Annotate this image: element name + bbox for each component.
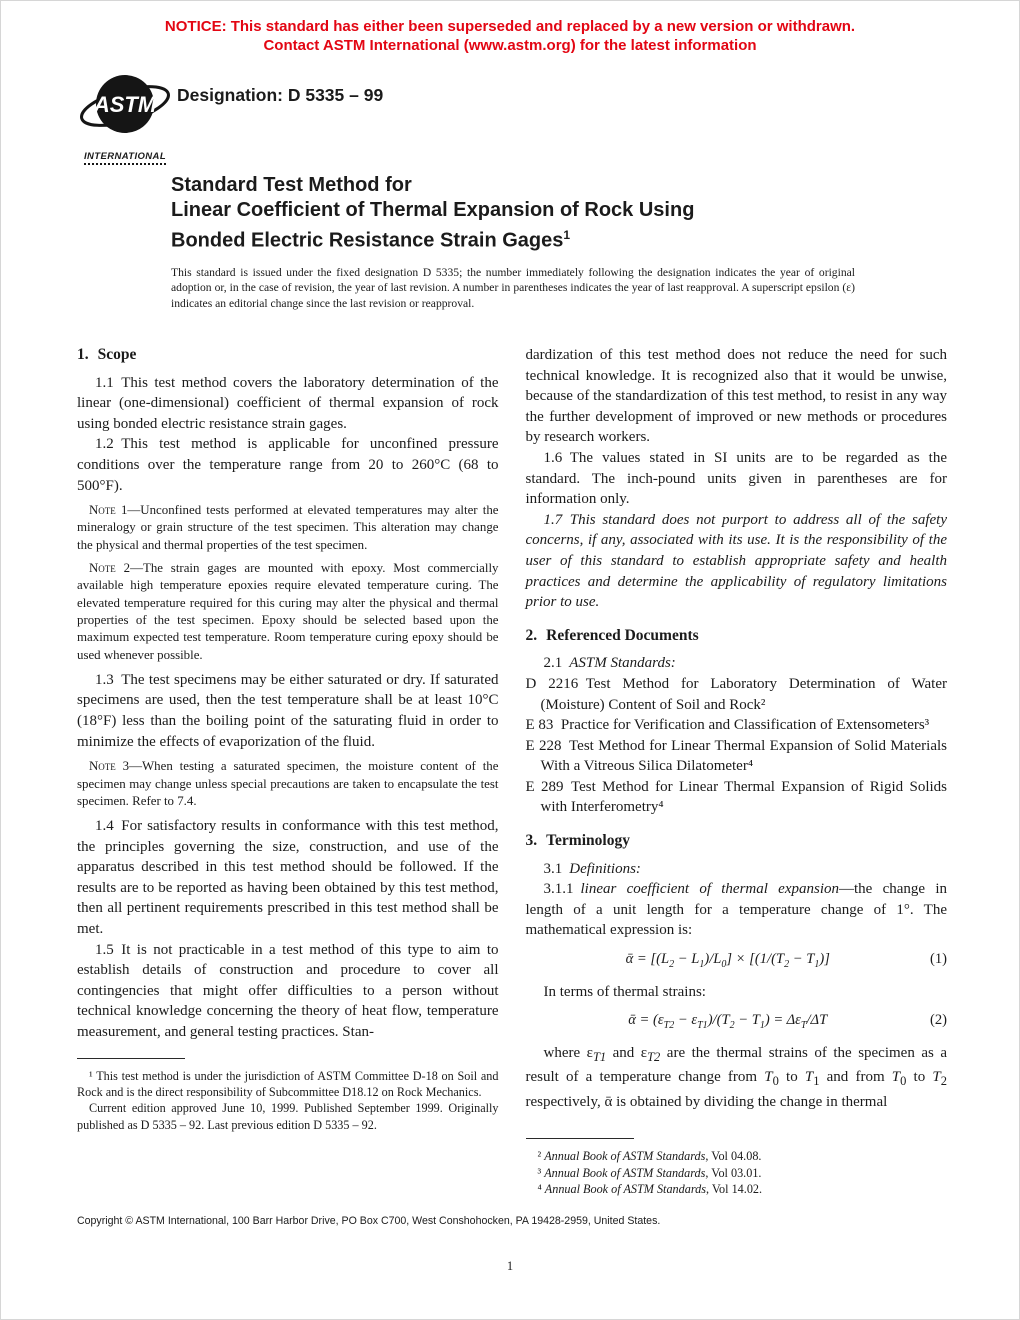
section-heading-scope: [77, 345, 499, 366]
copyright-line: Copyright © ASTM International, 100 Barr Harbor Drive, PO Box C700, West Conshohocken, PA 19428-2959, United States.: [77, 1215, 661, 1227]
footnote-block-2: [526, 1138, 948, 1197]
footnote-1-line-1: ¹ This test method is under the jurisdiction of ASTM Committee D-18 on Soil and Rock and is the direct responsibility of Subcommittee D18.12 on Rock Mechanics.: [77, 1068, 499, 1100]
title-line-1: Linear Coefficient of Thermal Expansion of Rock Using: [171, 199, 695, 221]
note-1: [77, 502, 499, 554]
title-block: [171, 173, 871, 254]
title-line-2: [171, 223, 871, 254]
paragraph-1-2: 1.2 This test method is applicable for unconfined pressure conditions over the temperature range from 20 to 260°C (68 to 500°F).: [77, 436, 499, 494]
paragraph-number: 3.1: [543, 860, 563, 877]
note-text: —When testing a saturated specimen, the moisture content of the specimen may change unless special precautions are taken to encapsulate the test specimen. Refer to 7.4.: [77, 759, 499, 808]
astm-logo: [75, 69, 175, 165]
footnote-1-line-2: Current edition approved June 10, 1999. Published September 1999. Originally published as D 5335 – 92. Last previous edition D 5335 – 92.: [77, 1101, 499, 1132]
note-text: —Unconfined tests performed at elevated temperatures may alter the mineralogy or grain structure of the test specimen. This alteration may change the physical and thermal properties of the test specimen.: [77, 503, 499, 552]
note-label: Note 3: [89, 759, 130, 774]
logo-international-label: INTERNATIONAL: [84, 151, 166, 165]
footnote-3: ³ Annual Book of ASTM Standards, Vol 03.01.: [537, 1165, 762, 1180]
equation-1: [526, 949, 948, 976]
equation-1-expression: ᾱ = $[(L_2 - L_1)/L_0] \times [(1/(T_2 - T_1)]$: [625, 951, 830, 970]
footnote-separator: [77, 1058, 185, 1059]
astm-globe-icon: [77, 69, 173, 141]
equation-2-number: (2): [929, 1012, 947, 1029]
title-footnote-marker: 1: [563, 228, 571, 242]
title-kicker: Standard Test Method for: [171, 174, 412, 196]
paragraph-title: ASTM Standards:: [569, 655, 676, 672]
reference-item: E 83 Practice for Verification and Classification of Extensometers³: [525, 717, 930, 734]
designation-line: Designation: D 5335 – 99: [177, 85, 384, 105]
paragraph-1-7: 1.7 This standard does not purport to address all of the safety concerns, if any, associated with its use. It is the responsibility of the user of this standard to establish appropriate safety and health practices and determine the applicability of regulatory limitations prior to use.: [525, 511, 947, 611]
paragraph-1-4: 1.4 For satisfactory results in conformance with this test method, the principles governing the size, construction, and use of the apparatus described in this test method should be followed. If the results are to be reported as having been obtained by this test method, then all pertinent requirements prescribed in this test method shall be met.: [77, 818, 499, 938]
where-paragraph: where $\varepsilon_{T1}$ and $\varepsilon_{T2}$ are the thermal strains of the specimen as a result of a temperature change from $T_0$ to $T_1$ and from $T_0$ to $T_2$ respectively, ᾱ is obtained by dividing the change in thermal: [525, 1044, 947, 1110]
section-number: 3.: [525, 832, 538, 850]
section-heading-terminology: [526, 831, 948, 852]
paragraph-title: Definitions:: [569, 860, 641, 877]
reference-item: D 2216 Test Method for Laboratory Determination of Water (Moisture) Content of Soil and Rock²: [525, 675, 947, 713]
equation-2: [526, 1010, 948, 1037]
strains-intro: In terms of thermal strains:: [543, 983, 706, 1000]
note-label: Note 1: [89, 503, 128, 518]
supersession-notice: [1, 17, 1019, 55]
paragraph-1-5: 1.5 It is not practicable in a test method of this type to aim to establish details of construction and procedure to cover all contingencies that might offer difficulties to a person without technical knowledge concerning the theory of heat flow, temperature measurement, and general testing practices. Stan-: [77, 941, 499, 1041]
footnote-block-1: [77, 1058, 499, 1134]
footnote-separator: [526, 1138, 634, 1139]
paragraph-3-1-1: [526, 879, 948, 941]
section-heading-referenced-documents: [526, 626, 948, 647]
reference-item: E 289 Test Method for Linear Thermal Expansion of Rigid Solids with Interferometry⁴: [525, 778, 947, 816]
paragraph-number: 3.1.1: [543, 881, 574, 898]
paragraph-1-6: 1.6 The values stated in SI units are to be regarded as the standard. The inch-pound units given in parentheses are for information only.: [525, 449, 947, 508]
notice-line-1: NOTICE: This standard has either been superseded and replaced by a new version or withdrawn.: [164, 18, 856, 35]
paragraph-number: 2.1: [543, 655, 563, 672]
page-number: 1: [506, 1259, 514, 1273]
footnote-4: ⁴ Annual Book of ASTM Standards, Vol 14.02.: [537, 1182, 763, 1197]
equation-2-expression: ᾱ = $(\varepsilon_{T2} - \varepsilon_{T1})/(T_2 - T_1) = \Delta\varepsilon_T/\Delta T$: [628, 1012, 828, 1032]
section-label: Referenced Documents: [546, 626, 699, 644]
section-number: 1.: [77, 346, 89, 363]
paragraph-1-1: 1.1 This test method covers the laboratory determination of the linear (one-dimensional) coefficient of thermal expansion of rock using bonded electric resistance strain gages.: [77, 374, 499, 432]
defined-term: linear coefficient of thermal expansion: [580, 881, 840, 898]
reference-item: E 228 Test Method for Linear Thermal Expansion of Solid Materials With a Vitreous Silica Dilatometer⁴: [525, 737, 947, 775]
equation-1-number: (1): [929, 951, 947, 968]
issuance-note: This standard is issued under the fixed designation D 5335; the number immediately following the designation indicates the year of original adoption or, in the case of revision, the year of last revision. A number in parentheses indicates the year of last reapproval. A superscript epsilon (ε) indicates an editorial change since the last revision or reapproval.: [171, 266, 855, 310]
paragraph-3-1: [526, 859, 948, 880]
notice-line-2: Contact ASTM International (www.astm.org) for the latest information: [263, 37, 757, 54]
section-label: Terminology: [546, 832, 630, 850]
title-line-2-text: Bonded Electric Resistance Strain Gages: [171, 229, 564, 252]
paragraph-2-1: [526, 653, 948, 674]
section-label: Scope: [97, 346, 137, 363]
note-2: [77, 560, 499, 664]
two-column-body: [77, 345, 947, 1198]
left-column: [77, 345, 499, 1198]
note-label: Note 2: [89, 561, 131, 576]
right-column: [526, 345, 948, 1198]
section-number: 2.: [525, 626, 538, 644]
paragraph-1-3: 1.3 The test specimens may be either saturated or dry. If saturated specimens are used, then the test temperature shall be at least 10°C (18°F) less than the boiling point of the saturating fluid in order to minimize the effects of evaporization of the fluid.: [77, 671, 499, 750]
paragraph-continuation: dardization of this test method does not reduce the need for such technical knowledge. It is recognized also that it would be unwise, because of the standardization of this test method, to resist in any way the further development of improved or new methods or procedures by research workers.: [525, 347, 947, 446]
note-3: [77, 758, 499, 810]
note-text: —The strain gages are mounted with epoxy. Most commercially available high temperature epoxies require elevated temperature curing. The elevated temperature required for this curing may alter the physical and thermal properties of the test specimen. Epoxy should be selected based upon the maximum expected test temperature. Room temperature curing epoxy should be used whenever possible.: [77, 561, 499, 662]
footnote-2: ² Annual Book of ASTM Standards, Vol 04.08.: [537, 1149, 762, 1164]
definition-text: —the change in length of a unit length for a temperature change of 1°. The mathematical expression is:: [525, 881, 948, 939]
logo-astm-text: ASTM: [93, 92, 157, 117]
